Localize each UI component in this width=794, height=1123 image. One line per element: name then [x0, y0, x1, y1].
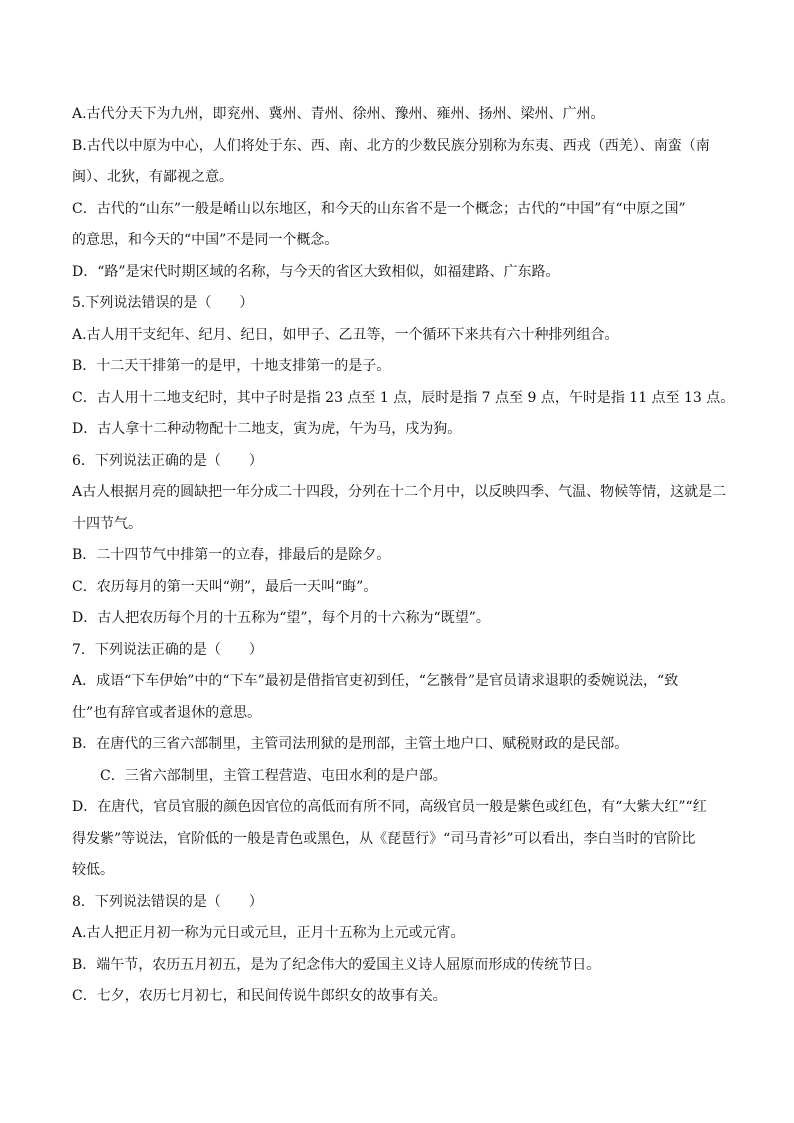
- question-7-option-a: A．成语“下车伊始”中的“下车”最初是借指官吏初到任，“乞骸骨”是官员请求退职的委婉说法，“致: [72, 673, 679, 689]
- question-7-option-c: C．三省六部制里，主管工程营造、屯田水利的是户部。: [100, 767, 447, 784]
- question-6-option-a: A古人根据月亮的圆缺把一年分成二十四段，分列在十二个月中，以反映四季、气温、物候等情，这就是二: [72, 484, 727, 500]
- question-8-stem: 8．下列说法错误的是（ ）: [72, 893, 263, 910]
- option-d-line: D．“路”是宋代时期区域的名称，与今天的省区大致相似，如福建路、广东路。: [72, 263, 560, 280]
- option-b-continuation: 闽）、北狄，有鄙视之意。: [72, 169, 233, 185]
- question-5-option-c: C．古人用十二地支纪时，其中子时是指 23 点至 1 点，辰时是指 7 点至 9 点，午时是指 11 点至 13 点。: [72, 389, 735, 406]
- question-5-option-d: D．古人拿十二种动物配十二地支，寅为虎，午为马，戌为狗。: [72, 421, 462, 437]
- option-c-continuation: 的意思，和今天的“中国”不是同一个概念。: [72, 232, 339, 248]
- question-6-option-d: D．古人把农历每个月的十五称为“望”，每个月的十六称为“既望”。: [72, 610, 490, 626]
- question-6-option-a-continuation: 十四节气。: [72, 515, 142, 532]
- option-b-line: B.古代以中原为中心，人们将处于东、西、南、北方的少数民族分别称为东夷、西戎（西羌）、南蛮（南: [72, 137, 710, 154]
- question-5-option-a: A.古人用干支纪年、纪月、纪日，如甲子、乙丑等，一个循环下来共有六十种排列组合。: [72, 326, 619, 343]
- document-body: [72, 99, 735, 1013]
- question-7-option-b: B．在唐代的三省六部制里，主管司法刑狱的是刑部，主管土地户口、赋税财政的是民部。: [72, 736, 629, 752]
- question-7-option-a-continuation: 仕”也有辞官或者退休的意思。: [72, 704, 262, 721]
- question-6-stem: 6．下列说法正确的是（ ）: [72, 452, 263, 469]
- question-7-option-d-continuation-2: 较低。: [72, 862, 114, 878]
- question-7-option-d-continuation-1: 得发紫”等说法，官阶低的一般是青色或黑色，从《琵琶行》“司马青衫”可以看出，李白当时的官阶比: [72, 830, 696, 847]
- question-8-option-c: C．七夕，农历七月初七，和民间传说牛郎织女的故事有关。: [72, 988, 447, 1004]
- question-6-option-c: C．农历每月的第一天叫“朔”，最后一天叫“晦”。: [72, 578, 378, 595]
- question-8-option-a: A.古人把正月初一称为元日或元旦，正月十五称为上元或元宵。: [72, 925, 465, 941]
- question-7-stem: 7．下列说法正确的是（ ）: [72, 641, 263, 658]
- option-a-line: A.古代分天下为九州，即兖州、冀州、青州、徐州、豫州、雍州、扬州、梁州、广州。: [72, 106, 605, 122]
- question-5-stem: 5.下列说法错误的是（ ）: [72, 295, 254, 311]
- question-6-option-b: B．二十四节气中排第一的立春，排最后的是除夕。: [72, 547, 391, 563]
- option-c-line: C．古代的“山东”一般是崤山以东地区，和今天的山东省不是一个概念；古代的“中国”有“中原之国”: [72, 200, 686, 217]
- question-5-option-b: B．十二天干排第一的是甲，十地支排第一的是子。: [72, 358, 391, 374]
- question-8-option-b: B．端午节，农历五月初五，是为了纪念伟大的爱国主义诗人屈原而形成的传统节日。: [72, 956, 601, 973]
- question-7-option-d: D．在唐代，官员官服的颜色因官位的高低而有所不同，高级官员一般是紫色或红色，有“大紫大红”“红: [72, 799, 707, 815]
